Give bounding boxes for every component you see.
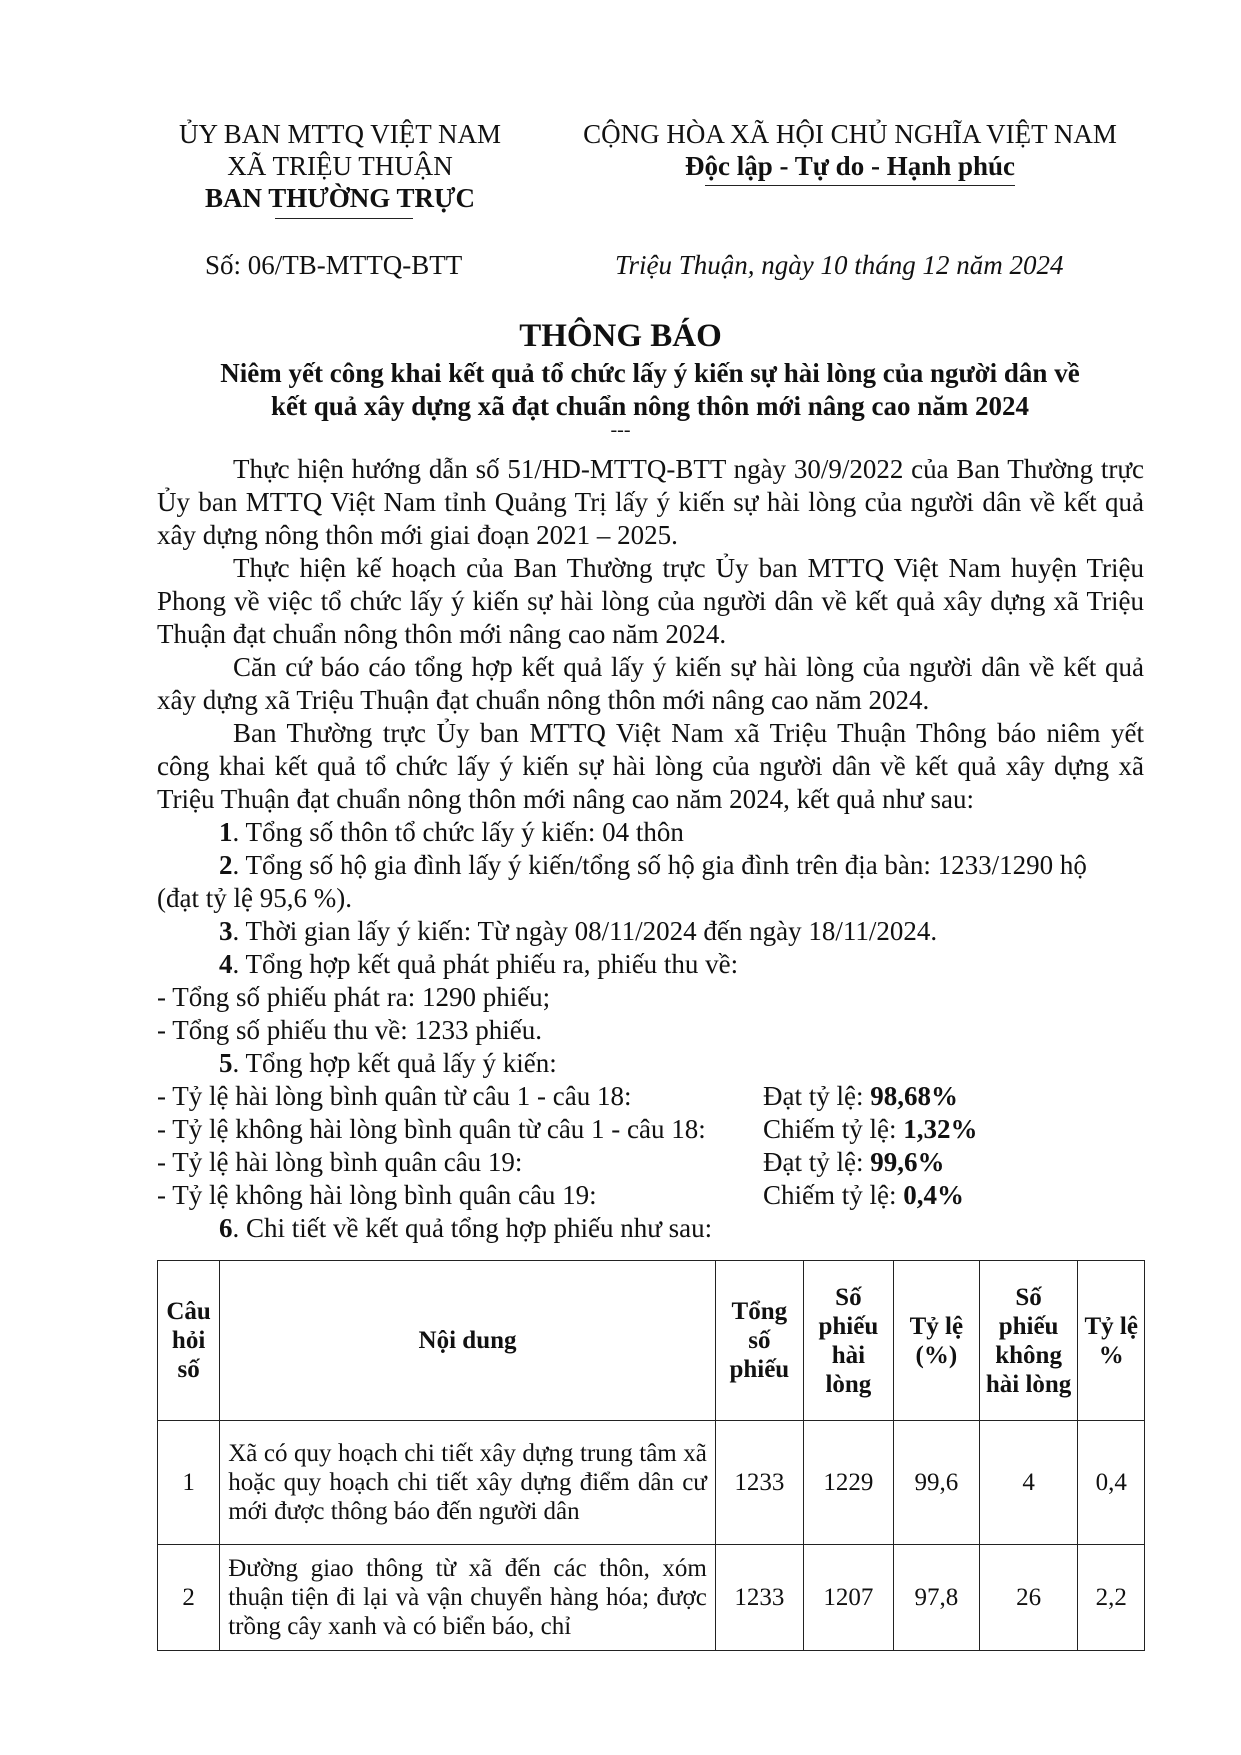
- item-2-continuation: (đạt tỷ lệ 95,6 %).: [157, 883, 352, 913]
- rate-row: [157, 1146, 1144, 1179]
- nation-line-2: Độc lập - Tự do - Hạnh phúc: [684, 151, 1016, 181]
- cell-content: Xã có quy hoạch chi tiết xây dựng trung tâm xã hoặc quy hoạch chi tiết xây dựng điểm dân cư mới được thông báo đến người dân: [220, 1421, 716, 1545]
- rate-row: [157, 1080, 1144, 1113]
- rate-label: - Tỷ lệ hài lòng bình quân câu 19:: [157, 1147, 523, 1177]
- item-number: 2: [219, 850, 233, 880]
- header-satisfied-rate: Tỷ lệ (%): [893, 1261, 979, 1421]
- org-line-3: BAN THƯỜNG TRỰC: [204, 183, 476, 213]
- paragraph: Căn cứ báo cáo tổng hợp kết quả lấy ý kiến sự hài lòng của người dân về kết quả xây dựng xã Triệu Thuận đạt chuẩn nông thôn mới nâng cao năm 2024.: [157, 652, 1144, 715]
- header-content: Nội dung: [220, 1261, 716, 1421]
- cell-total: 1233: [715, 1545, 803, 1651]
- cell-total: 1233: [715, 1421, 803, 1545]
- results-table: [157, 1260, 1145, 1651]
- subtitle-line-2: kết quả xây dựng xã đạt chuẩn nông thôn mới nâng cao năm 2024: [270, 391, 1030, 421]
- rate-label: - Tỷ lệ không hài lòng bình quân từ câu 1 - câu 18:: [157, 1114, 706, 1144]
- cell-satisfied: 1229: [803, 1421, 893, 1545]
- cell-content: Đường giao thông từ xã đến các thôn, xóm thuận tiện đi lại và vận chuyển hàng hóa; được trồng cây xanh và có biển báo, chỉ: [220, 1545, 716, 1651]
- item-4-issued: - Tổng số phiếu phát ra: 1290 phiếu;: [157, 982, 551, 1012]
- item-1: [157, 816, 1144, 849]
- item-number: 6: [219, 1213, 233, 1243]
- document-number: Số: 06/TB-MTTQ-BTT: [205, 250, 463, 280]
- cell-unsatisfied: 4: [979, 1421, 1078, 1545]
- rate-row: [157, 1179, 1144, 1212]
- paragraph: Thực hiện kế hoạch của Ban Thường trực Ủy ban MTTQ Việt Nam huyện Triệu Phong về việc tổ chức lấy ý kiến sự hài lòng của người dân về kết quả xây dựng xã Triệu Thuận đạt chuẩn nông thôn mới nâng cao năm 2024.: [157, 553, 1144, 649]
- table-header-row: [158, 1261, 1145, 1421]
- cell-unsatisfied-rate: 0,4: [1078, 1421, 1145, 1545]
- header-satisfied-votes: Số phiếu hài lòng: [803, 1261, 893, 1421]
- rate-value: 99,6%: [870, 1147, 945, 1177]
- item-2: [157, 849, 1144, 882]
- item-text: . Tổng số hộ gia đình lấy ý kiến/tổng số hộ gia đình trên địa bàn: 1233/1290 hộ: [232, 850, 1087, 880]
- cell-question-no: 2: [158, 1545, 220, 1651]
- item-4: [157, 948, 1144, 981]
- subtitle-line-1: Niêm yết công khai kết quả tổ chức lấy ý kiến sự hài lòng của người dân về: [220, 358, 1080, 388]
- cell-satisfied-rate: 99,6: [893, 1421, 979, 1545]
- item-text: . Chi tiết về kết quả tổng hợp phiếu như sau:: [232, 1213, 713, 1243]
- document-subtitle: [150, 357, 1150, 423]
- org-line-1: ỦY BAN MTTQ VIỆT NAM: [179, 119, 501, 149]
- cell-question-no: 1: [158, 1421, 220, 1545]
- nation-line-1: CỘNG HÒA XÃ HỘI CHỦ NGHĨA VIỆT NAM: [583, 119, 1117, 149]
- rate-prefix: Đạt tỷ lệ:: [763, 1147, 871, 1177]
- item-number: 3: [219, 916, 233, 946]
- table-row: [158, 1421, 1145, 1545]
- item-text: . Tổng số thôn tổ chức lấy ý kiến: 04 thôn: [232, 817, 684, 847]
- rate-label: - Tỷ lệ không hài lòng bình quân câu 19:: [157, 1180, 597, 1210]
- header-unsatisfied-votes: Số phiếu không hài lòng: [979, 1261, 1078, 1421]
- cell-satisfied: 1207: [803, 1545, 893, 1651]
- rate-row: [157, 1113, 1144, 1146]
- motto-underline: [705, 185, 1015, 186]
- national-motto: [555, 118, 1145, 182]
- item-text: . Tổng hợp kết quả phát phiếu ra, phiếu thu về:: [232, 949, 739, 979]
- document-date: Triệu Thuận, ngày 10 tháng 12 năm 2024: [615, 250, 1064, 280]
- paragraph: Thực hiện hướng dẫn số 51/HD-MTTQ-BTT ngày 30/9/2022 của Ban Thường trực Ủy ban MTTQ Việt Nam tỉnh Quảng Trị lấy ý kiến sự hài lòng của người dân về kết quả xây dựng nông thôn mới giai đoạn 2021 – 2025.: [157, 454, 1144, 550]
- separator: ---: [610, 419, 631, 441]
- org-underline: [275, 218, 413, 219]
- header-unsatisfied-rate: Tỷ lệ %: [1078, 1261, 1145, 1421]
- rate-value: 1,32%: [903, 1114, 978, 1144]
- item-number: 5: [219, 1048, 233, 1078]
- paragraph: Ban Thường trực Ủy ban MTTQ Việt Nam xã Triệu Thuận Thông báo niêm yết công khai kết quả tổ chức lấy ý kiến sự hài lòng của người dân về kết quả xây dựng xã Triệu Thuận đạt chuẩn nông thôn mới nâng cao năm 2024, kết quả như sau:: [157, 718, 1144, 814]
- item-text: . Thời gian lấy ý kiến: Từ ngày 08/11/2024 đến ngày 18/11/2024.: [232, 916, 938, 946]
- rate-prefix: Đạt tỷ lệ:: [763, 1081, 871, 1111]
- document-body: [157, 453, 1144, 1245]
- item-6: [157, 1212, 1144, 1245]
- cell-unsatisfied: 26: [979, 1545, 1078, 1651]
- issuing-organization: [150, 118, 530, 214]
- item-4-collected: - Tổng số phiếu thu về: 1233 phiếu.: [157, 1015, 542, 1045]
- rate-prefix: Chiếm tỷ lệ:: [763, 1180, 904, 1210]
- rate-label: - Tỷ lệ hài lòng bình quân từ câu 1 - câu 18:: [157, 1081, 632, 1111]
- cell-unsatisfied-rate: 2,2: [1078, 1545, 1145, 1651]
- header-total-votes: Tổng số phiếu: [715, 1261, 803, 1421]
- item-5: [157, 1047, 1144, 1080]
- org-line-2: XÃ TRIỆU THUẬN: [227, 151, 453, 181]
- table-row: [158, 1545, 1145, 1651]
- header-question-no: Câu hỏi số: [158, 1261, 220, 1421]
- cell-satisfied-rate: 97,8: [893, 1545, 979, 1651]
- rate-value: 0,4%: [903, 1180, 964, 1210]
- item-number: 4: [219, 949, 233, 979]
- item-text: . Tổng hợp kết quả lấy ý kiến:: [232, 1048, 557, 1078]
- document-title: THÔNG BÁO: [519, 318, 722, 354]
- rate-prefix: Chiếm tỷ lệ:: [763, 1114, 904, 1144]
- item-3: [157, 915, 1144, 948]
- rate-value: 98,68%: [870, 1081, 958, 1111]
- item-number: 1: [219, 817, 233, 847]
